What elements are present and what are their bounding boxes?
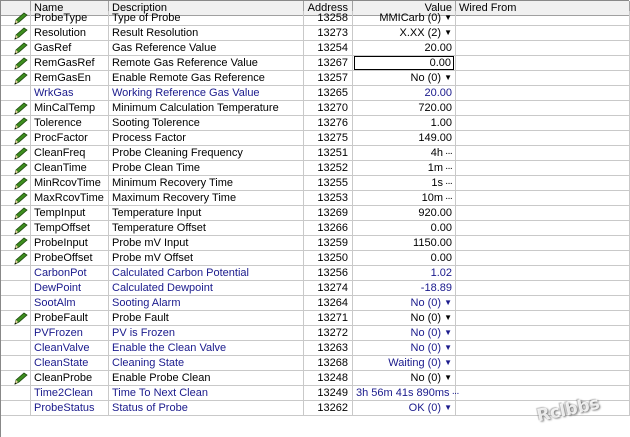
table-row[interactable] <box>1 11 630 26</box>
wired-from-cell[interactable] <box>456 191 630 206</box>
wired-from-cell[interactable] <box>456 26 630 41</box>
param-name-cell: ProbeType <box>31 11 109 26</box>
param-description-cell: Probe mV Offset <box>109 251 304 266</box>
param-name-cell: MinCalTemp <box>31 101 109 116</box>
param-description-cell: Enable Probe Clean <box>109 371 304 386</box>
value-text: 20.00 <box>424 42 452 54</box>
row-icon-cell <box>1 221 31 236</box>
table-row[interactable] <box>1 326 630 341</box>
param-value-cell[interactable] <box>353 371 456 386</box>
row-icon-cell <box>1 131 31 146</box>
value-text: No (0) <box>410 372 442 384</box>
param-value-cell[interactable] <box>353 176 456 191</box>
param-name-cell: MaxRcovTime <box>31 191 109 206</box>
column-header-value[interactable]: Value <box>353 1 456 16</box>
row-icon-cell <box>1 56 31 71</box>
param-description-cell: Maximum Recovery Time <box>109 191 304 206</box>
ellipsis-icon[interactable]: ··· <box>445 178 452 189</box>
param-value-cell[interactable] <box>353 26 456 41</box>
param-value-cell[interactable] <box>353 236 456 251</box>
dropdown-arrow-icon[interactable]: ▼ <box>444 328 452 337</box>
table-row[interactable] <box>1 341 630 356</box>
value-text: 1.00 <box>430 117 452 129</box>
value-text: 0.00 <box>430 252 452 264</box>
wired-from-cell[interactable] <box>456 116 630 131</box>
row-icon-cell <box>1 296 31 311</box>
wired-from-cell[interactable] <box>456 176 630 191</box>
param-address-cell: 13271 <box>304 311 353 326</box>
wired-from-cell[interactable] <box>456 251 630 266</box>
param-description-cell: PV is Frozen <box>109 326 304 341</box>
column-header-wired-from[interactable]: Wired From <box>456 1 630 16</box>
value-text: No (0) <box>410 342 442 354</box>
row-icon-cell <box>1 71 31 86</box>
param-name-cell: PVFrozen <box>31 326 109 341</box>
table-row[interactable] <box>1 266 630 281</box>
table-row[interactable] <box>1 116 630 131</box>
param-name-cell: GasRef <box>31 41 109 56</box>
value-text: No (0) <box>410 72 442 84</box>
param-description-cell: Sooting Tolerence <box>109 116 304 131</box>
ellipsis-icon[interactable]: ··· <box>445 148 452 159</box>
value-text: 720.00 <box>418 102 452 114</box>
row-icon-cell <box>1 86 31 101</box>
param-name-cell: ProcFactor <box>31 131 109 146</box>
wired-from-cell[interactable] <box>456 311 630 326</box>
param-description-cell: Probe Fault <box>109 311 304 326</box>
value-text: 1s <box>431 177 443 189</box>
param-value-cell[interactable] <box>353 161 456 176</box>
param-name-cell: CarbonPot <box>31 266 109 281</box>
table-row[interactable] <box>1 371 630 386</box>
param-address-cell: 13263 <box>304 341 353 356</box>
row-icon-cell <box>1 371 31 386</box>
param-address-cell: 13253 <box>304 191 353 206</box>
param-name-cell: ProbeOffset <box>31 251 109 266</box>
value-text: No (0) <box>410 312 442 324</box>
param-address-cell: 13265 <box>304 86 353 101</box>
param-address-cell: 13258 <box>304 11 353 26</box>
table-row[interactable] <box>1 26 630 41</box>
param-address-cell: 13264 <box>304 296 353 311</box>
value-text: No (0) <box>410 327 442 339</box>
value-text: No (0) <box>410 297 442 309</box>
table-row[interactable] <box>1 56 630 71</box>
param-address-cell: 13273 <box>304 26 353 41</box>
row-icon-cell <box>1 11 31 26</box>
param-name-cell: ProbeFault <box>31 311 109 326</box>
param-value-cell[interactable] <box>353 71 456 86</box>
row-icon-cell <box>1 26 31 41</box>
table-row[interactable] <box>1 221 630 236</box>
row-icon-cell <box>1 191 31 206</box>
param-name-cell: TempInput <box>31 206 109 221</box>
param-value-cell[interactable] <box>353 281 456 296</box>
param-name-cell: CleanProbe <box>31 371 109 386</box>
param-address-cell: 13259 <box>304 236 353 251</box>
param-address-cell: 13256 <box>304 266 353 281</box>
param-name-cell: ProbeStatus <box>31 401 109 416</box>
param-description-cell: Remote Gas Reference Value <box>109 56 304 71</box>
param-name-cell: Tolerence <box>31 116 109 131</box>
wired-from-cell[interactable] <box>456 281 630 296</box>
value-text: 3h 56m 41s 890ms <box>356 387 450 399</box>
param-value-cell[interactable] <box>353 356 456 371</box>
table-row[interactable] <box>1 206 630 221</box>
value-text: Waiting (0) <box>388 357 442 369</box>
table-row[interactable] <box>1 146 630 161</box>
param-address-cell: 13269 <box>304 206 353 221</box>
row-icon-cell <box>1 311 31 326</box>
column-header-address[interactable]: Address <box>304 1 353 16</box>
row-icon-cell <box>1 101 31 116</box>
param-value-cell[interactable] <box>353 41 456 56</box>
param-description-cell: Status of Probe <box>109 401 304 416</box>
table-row[interactable] <box>1 296 630 311</box>
value-text: MMICarb (0) <box>379 12 442 24</box>
param-name-cell: ProbeInput <box>31 236 109 251</box>
param-address-cell: 13254 <box>304 41 353 56</box>
table-row[interactable] <box>1 251 630 266</box>
ellipsis-icon[interactable]: ··· <box>445 163 452 174</box>
param-address-cell: 13250 <box>304 251 353 266</box>
param-name-cell: CleanValve <box>31 341 109 356</box>
param-value-cell[interactable] <box>353 386 459 401</box>
param-address-cell: 13267 <box>304 56 353 71</box>
param-description-cell: Probe mV Input <box>109 236 304 251</box>
param-description-cell: Enable Remote Gas Reference <box>109 71 304 86</box>
row-icon-cell <box>1 251 31 266</box>
param-description-cell: Result Resolution <box>109 26 304 41</box>
param-description-cell: Minimum Recovery Time <box>109 176 304 191</box>
param-address-cell: 13257 <box>304 71 353 86</box>
value-text: 1150.00 <box>413 237 452 249</box>
column-header-name[interactable]: Name <box>31 1 109 16</box>
param-description-cell: Probe Clean Time <box>109 161 304 176</box>
watermark-logo: Rclbbs <box>535 393 602 427</box>
param-address-cell: 13275 <box>304 131 353 146</box>
value-text: OK (0) <box>408 402 442 414</box>
wired-from-cell[interactable] <box>456 11 630 26</box>
param-address-cell: 13272 <box>304 326 353 341</box>
row-icon-cell <box>1 41 31 56</box>
value-text: -18.89 <box>420 282 452 294</box>
param-value-cell[interactable] <box>353 116 456 131</box>
value-text: 1.02 <box>430 267 452 279</box>
wired-from-cell[interactable] <box>456 386 630 401</box>
param-value-cell[interactable] <box>353 146 456 161</box>
row-icon-cell <box>1 386 31 401</box>
table-row[interactable] <box>1 356 630 371</box>
wired-from-cell[interactable] <box>456 326 630 341</box>
param-name-cell: RemGasRef <box>31 56 109 71</box>
param-value-cell[interactable] <box>353 326 456 341</box>
param-address-cell: 13248 <box>304 371 353 386</box>
param-address-cell: 13255 <box>304 176 353 191</box>
wired-from-cell[interactable] <box>456 71 630 86</box>
param-name-cell: RemGasEn <box>31 71 109 86</box>
param-description-cell: Enable the Clean Valve <box>109 341 304 356</box>
dropdown-arrow-icon[interactable]: ▼ <box>444 73 452 82</box>
param-name-cell: CleanTime <box>31 161 109 176</box>
wired-from-cell[interactable] <box>456 86 630 101</box>
param-name-cell: DewPoint <box>31 281 109 296</box>
param-description-cell: Gas Reference Value <box>109 41 304 56</box>
param-description-cell: Calculated Carbon Potential <box>109 266 304 281</box>
row-icon-cell <box>1 326 31 341</box>
value-text: 920.00 <box>418 207 452 219</box>
table-row[interactable] <box>1 176 630 191</box>
param-name-cell: SootAlm <box>31 296 109 311</box>
row-icon-cell <box>1 341 31 356</box>
param-value-cell[interactable] <box>353 56 456 71</box>
param-value-cell[interactable] <box>353 101 456 116</box>
param-description-cell: Type of Probe <box>109 11 304 26</box>
param-description-cell: Probe Cleaning Frequency <box>109 146 304 161</box>
wired-from-cell[interactable] <box>456 371 630 386</box>
row-icon-cell <box>1 236 31 251</box>
param-description-cell: Temperature Offset <box>109 221 304 236</box>
value-text: 20.00 <box>424 87 452 99</box>
param-name-cell: CleanFreq <box>31 146 109 161</box>
param-description-cell: Sooting Alarm <box>109 296 304 311</box>
dropdown-arrow-icon[interactable]: ▼ <box>444 313 452 322</box>
param-description-cell: Minimum Calculation Temperature <box>109 101 304 116</box>
param-value-cell[interactable] <box>353 341 456 356</box>
value-text: 0.00 <box>430 222 452 234</box>
param-value-cell[interactable] <box>353 311 456 326</box>
wired-from-cell[interactable] <box>456 266 630 281</box>
param-address-cell: 13274 <box>304 281 353 296</box>
param-address-cell: 13252 <box>304 161 353 176</box>
table-row[interactable] <box>1 311 630 326</box>
table-row[interactable] <box>1 71 630 86</box>
param-address-cell: 13276 <box>304 116 353 131</box>
param-description-cell: Working Reference Gas Value <box>109 86 304 101</box>
param-name-cell: CleanState <box>31 356 109 371</box>
param-value-cell[interactable] <box>353 206 456 221</box>
row-icon-cell <box>1 146 31 161</box>
table-row[interactable] <box>1 41 630 56</box>
param-value-cell[interactable] <box>353 131 456 146</box>
wired-from-cell[interactable] <box>456 341 630 356</box>
ellipsis-icon[interactable]: ··· <box>445 193 452 204</box>
wired-from-cell[interactable] <box>456 146 630 161</box>
param-address-cell: 13268 <box>304 356 353 371</box>
param-description-cell: Temperature Input <box>109 206 304 221</box>
value-text: 10m <box>421 192 443 204</box>
table-row[interactable] <box>1 131 630 146</box>
table-row[interactable] <box>1 236 630 251</box>
dropdown-arrow-icon[interactable]: ▼ <box>444 28 452 37</box>
table-row[interactable] <box>1 191 630 206</box>
row-icon-cell <box>1 281 31 296</box>
dropdown-arrow-icon[interactable]: ▼ <box>444 373 452 382</box>
wired-from-cell[interactable] <box>456 206 630 221</box>
param-name-cell: Resolution <box>31 26 109 41</box>
table-row[interactable] <box>1 281 630 296</box>
table-row[interactable] <box>1 86 630 101</box>
value-text: 149.00 <box>418 132 452 144</box>
dropdown-arrow-icon[interactable]: ▼ <box>444 358 452 367</box>
param-value-cell[interactable] <box>353 251 456 266</box>
wired-from-cell[interactable] <box>456 101 630 116</box>
row-icon-cell <box>1 176 31 191</box>
param-value-cell[interactable] <box>353 11 456 26</box>
row-icon-cell <box>1 356 31 371</box>
wired-from-cell[interactable] <box>456 161 630 176</box>
value-text: 1m <box>427 162 443 174</box>
ellipsis-icon[interactable]: ··· <box>451 388 459 399</box>
wired-from-cell[interactable] <box>456 236 630 251</box>
dropdown-arrow-icon[interactable]: ▼ <box>444 343 452 352</box>
row-icon-cell <box>1 266 31 281</box>
value-edit-box[interactable]: 0.00 <box>354 56 454 70</box>
param-address-cell: 13251 <box>304 146 353 161</box>
param-value-cell[interactable] <box>353 401 456 416</box>
table-row[interactable] <box>1 161 630 176</box>
row-icon-cell <box>1 401 31 416</box>
param-address-cell: 13262 <box>304 401 353 416</box>
row-icon-cell <box>1 161 31 176</box>
wired-from-cell[interactable] <box>456 41 630 56</box>
param-value-cell[interactable] <box>353 221 456 236</box>
table-row[interactable] <box>1 101 630 116</box>
param-address-cell: 13270 <box>304 101 353 116</box>
param-value-cell[interactable] <box>353 266 456 281</box>
param-description-cell: Process Factor <box>109 131 304 146</box>
param-value-cell[interactable] <box>353 296 456 311</box>
wired-from-cell[interactable] <box>456 356 630 371</box>
dropdown-arrow-icon[interactable]: ▼ <box>444 13 452 22</box>
row-icon-cell <box>1 116 31 131</box>
wired-from-cell[interactable] <box>456 131 630 146</box>
value-text: X.XX (2) <box>399 27 442 39</box>
dropdown-arrow-icon[interactable]: ▼ <box>444 298 452 307</box>
param-name-cell: TempOffset <box>31 221 109 236</box>
param-name-cell: Time2Clean <box>31 386 109 401</box>
param-name-cell: MinRcovTime <box>31 176 109 191</box>
wired-from-cell[interactable] <box>456 56 630 71</box>
param-value-cell[interactable] <box>353 191 456 206</box>
param-address-cell: 13249 <box>304 386 353 401</box>
param-description-cell: Cleaning State <box>109 356 304 371</box>
param-address-cell: 13266 <box>304 221 353 236</box>
row-icon-cell <box>1 206 31 221</box>
table-row[interactable] <box>1 386 630 401</box>
param-description-cell: Calculated Dewpoint <box>109 281 304 296</box>
value-text: 4h <box>430 147 443 159</box>
wired-from-cell[interactable] <box>456 221 630 236</box>
param-description-cell: Time To Next Clean <box>109 386 304 401</box>
wired-from-cell[interactable] <box>456 296 630 311</box>
param-value-cell[interactable] <box>353 86 456 101</box>
column-header-description[interactable]: Description <box>109 1 304 16</box>
param-name-cell: WrkGas <box>31 86 109 101</box>
dropdown-arrow-icon[interactable]: ▼ <box>444 403 452 412</box>
